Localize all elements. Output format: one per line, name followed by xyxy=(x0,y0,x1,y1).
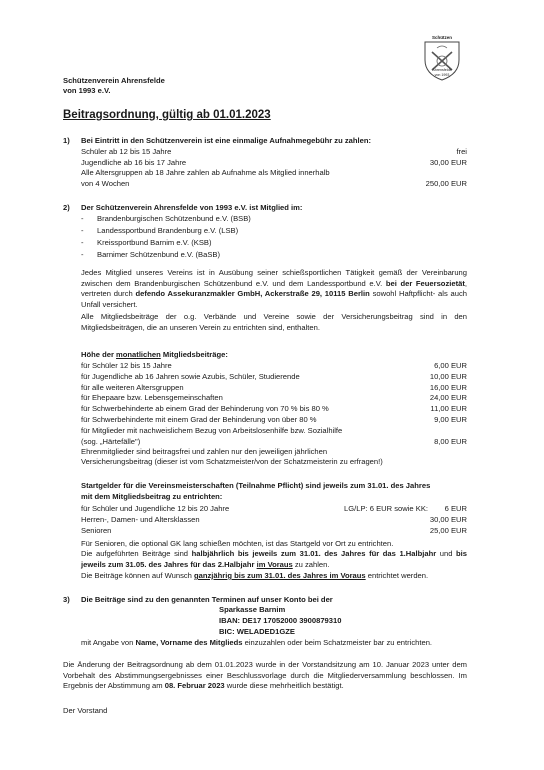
start-fees-heading-2: mit dem Mitgliedsbeitrag zu entrichten: xyxy=(81,492,223,501)
fee-row xyxy=(81,404,467,415)
gk-note: Für Senioren, die optional GK lang schießen möchten, ist das Startgeld vor Ort zu entrichten. xyxy=(81,539,394,548)
fee-row xyxy=(81,515,467,526)
fee-label: für Schwerbehinderte mit einem Grad der Behinderung von über 80 % xyxy=(81,415,317,424)
fee-row xyxy=(81,383,467,394)
club-year: von 1993 e.V. xyxy=(63,86,111,95)
logo-middle-text: Ahrensfelde xyxy=(432,68,452,72)
fee-value: 16,00 EUR xyxy=(429,382,467,392)
fee-value: 8,00 EUR xyxy=(434,436,467,446)
fee-label: Alle Altersgruppen ab 18 Jahre zahlen ab Aufnahme als Mitglied innerhalb xyxy=(81,168,330,177)
fee-value: 9,00 EUR xyxy=(434,415,467,424)
membership-item: Barnimer Schützenbund e.V. (BaSB) xyxy=(97,250,220,259)
logo-top-text: Schützen xyxy=(431,35,452,40)
membership-item: Brandenburgischen Schützenbund e.V. (BSB) xyxy=(97,214,251,223)
section2-heading: Der Schützenverein Ahrensfelde von 1993 e.V. ist Mitglied im: xyxy=(81,203,303,212)
fee-row xyxy=(81,361,467,372)
fee-row xyxy=(81,147,467,158)
signature: Der Vorstand xyxy=(63,706,108,715)
fee-label: Senioren xyxy=(81,526,112,535)
fee-label: Schüler ab 12 bis 15 Jahre xyxy=(81,147,172,156)
fee-row xyxy=(81,158,467,169)
fee-row xyxy=(81,526,467,537)
fee-row xyxy=(81,426,467,437)
fee-label: für Jugendliche ab 16 Jahren sowie Azubis, Schüler, Studierende xyxy=(81,371,300,381)
yearly-payment-note: Die Beiträge können auf Wunsch ganzjährig bis zum 31.01. des Jahres im Voraus entrichtet werden. xyxy=(81,571,429,580)
bank-name: Sparkasse Barnim xyxy=(219,605,286,614)
bullet-dash: - xyxy=(81,226,84,235)
insurance-paragraph: Jedes Mitglied unseres Vereins ist in Ausübung seiner schießsportlichen Tätigkeit gemäß der Vereinbarung zwischen dem Brandenburgischen Schützenbund e.V. und dem Landessportbund e.V. bei der Feuersozietät, vertreten durch defendo Assekuranzmakler GmbH, Ackerstraße 29, 10115 Berlin sowohl Haftpflicht- als auch Unfall versichert. xyxy=(81,268,467,309)
start-fees-heading-1: Startgelder für die Vereinsmeisterschaften (Teilnahme Pflicht) sind jeweils zum 31.01. des Jahres xyxy=(81,481,431,490)
fee-class-info: LG/LP: 6 EUR sowie KK: xyxy=(344,504,428,513)
fee-row xyxy=(81,504,467,515)
fee-row xyxy=(81,168,467,179)
fee-label: von 4 Wochen xyxy=(81,178,130,188)
fee-value: 25,00 EUR xyxy=(429,526,467,535)
fee-label: (sog. „Härtefälle") xyxy=(81,436,141,446)
fee-row xyxy=(81,393,467,404)
fee-label: für Schwerbehinderte ab einem Grad der Behinderung von 70 % bis 80 % xyxy=(81,404,329,414)
honorary-line-2: Versicherungsbeitrag (dieser ist vom Schatzmeister/von der Schatzmeisterin zu erfragen!) xyxy=(81,457,383,466)
section3-number: 3) xyxy=(63,595,70,604)
fee-row xyxy=(81,372,467,383)
payment-reference: mit Angabe von Name, Vorname des Mitglieds einzuzahlen oder beim Schatzmeister bar zu entrichten. xyxy=(81,638,433,647)
bullet-dash: - xyxy=(81,238,84,247)
club-logo xyxy=(419,34,465,82)
fee-row xyxy=(81,437,467,448)
fee-label: Herren-, Damen- und Altersklassen xyxy=(81,515,200,524)
fee-label: für Ehepaare bzw. Lebensgemeinschaften xyxy=(81,393,223,403)
fee-value: 11,00 EUR xyxy=(430,404,467,414)
monthly-fees-heading: Höhe der monatlichen Mitgliedsbeiträge: xyxy=(81,350,228,359)
fee-value: frei xyxy=(456,147,467,156)
bullet-dash: - xyxy=(81,214,84,223)
fee-label: für alle weiteren Altersgruppen xyxy=(81,382,184,392)
fee-row xyxy=(81,179,467,190)
bullet-dash: - xyxy=(81,250,84,259)
club-name: Schützenverein Ahrensfelde xyxy=(63,76,165,85)
bank-iban: IBAN: DE17 17052000 3900879310 xyxy=(219,616,342,625)
membership-item: Landessportbund Brandenburg e.V. (LSB) xyxy=(97,226,239,235)
fee-value: 6,00 EUR xyxy=(434,361,467,370)
payment-schedule: Die aufgeführten Beiträge sind halbjährlich bis jeweils zum 31.01. des Jahres für das 1.Halbjahr und bis jeweils zum 31.05. des Jahres für das 2.Halbjahr im Voraus zu zahlen. xyxy=(81,549,468,569)
fee-value: 30,00 EUR xyxy=(429,515,467,524)
fee-value: 10,00 EUR xyxy=(429,371,467,381)
membership-item: Kreissportbund Barnim e.V. (KSB) xyxy=(97,238,212,247)
logo-bottom-text: von 1993 xyxy=(434,73,450,77)
fee-label: für Schüler und Jugendliche 12 bis 20 Jahre xyxy=(81,504,230,513)
page-title: Beitragsordnung, gültig ab 01.01.2023 xyxy=(63,109,271,121)
bank-bic: BIC: WELADED1GZE xyxy=(219,627,295,636)
section3-heading: Die Beiträge sind zu den genannten Terminen auf unser Konto bei der xyxy=(81,595,333,604)
section1-number: 1) xyxy=(63,136,70,145)
fee-row xyxy=(81,415,467,426)
fee-value: 30,00 EUR xyxy=(429,157,467,167)
fee-label: für Mitglieder mit nachweislichem Bezug von Arbeitslosenhilfe bzw. Sozialhilfe xyxy=(81,425,343,435)
fee-label: Jugendliche ab 16 bis 17 Jahre xyxy=(81,157,187,167)
section1-heading: Bei Eintritt in den Schützenverein ist eine einmalige Aufnahmegebühr zu zahlen: xyxy=(81,136,372,145)
contribution-note: Alle Mitgliedsbeiträge der o.g. Verbände und Vereine sowie der Versicherungsbeitrag sind in den Mitgliedsbeiträgen, die an unseren Verein zu entrichten sind, enthalten. xyxy=(81,312,467,332)
fee-value: 24,00 EUR xyxy=(429,393,467,403)
fee-value: 250,00 EUR xyxy=(425,178,467,188)
closing-paragraph: Die Änderung der Beitragsordnung ab dem 01.01.2023 wurde in der Vorstandsitzung am 10. Januar 2023 unter dem Vorbehalt des Abstimmungsergebnisses einer Beschlussvorlage durch die Mitgliederversammlung beschlossen. Im Ergebnis der Abstimmung am 08. Februar 2023 wurde diese mehrheitlich bestätigt. xyxy=(63,660,467,691)
fee-value: 6 EUR xyxy=(444,504,467,513)
fee-label: für Schüler 12 bis 15 Jahre xyxy=(81,361,172,370)
section2-number: 2) xyxy=(63,203,70,212)
honorary-line-1: Ehrenmitglieder sind beitragsfrei und zahlen nur den jeweiligen jährlichen xyxy=(81,447,328,456)
